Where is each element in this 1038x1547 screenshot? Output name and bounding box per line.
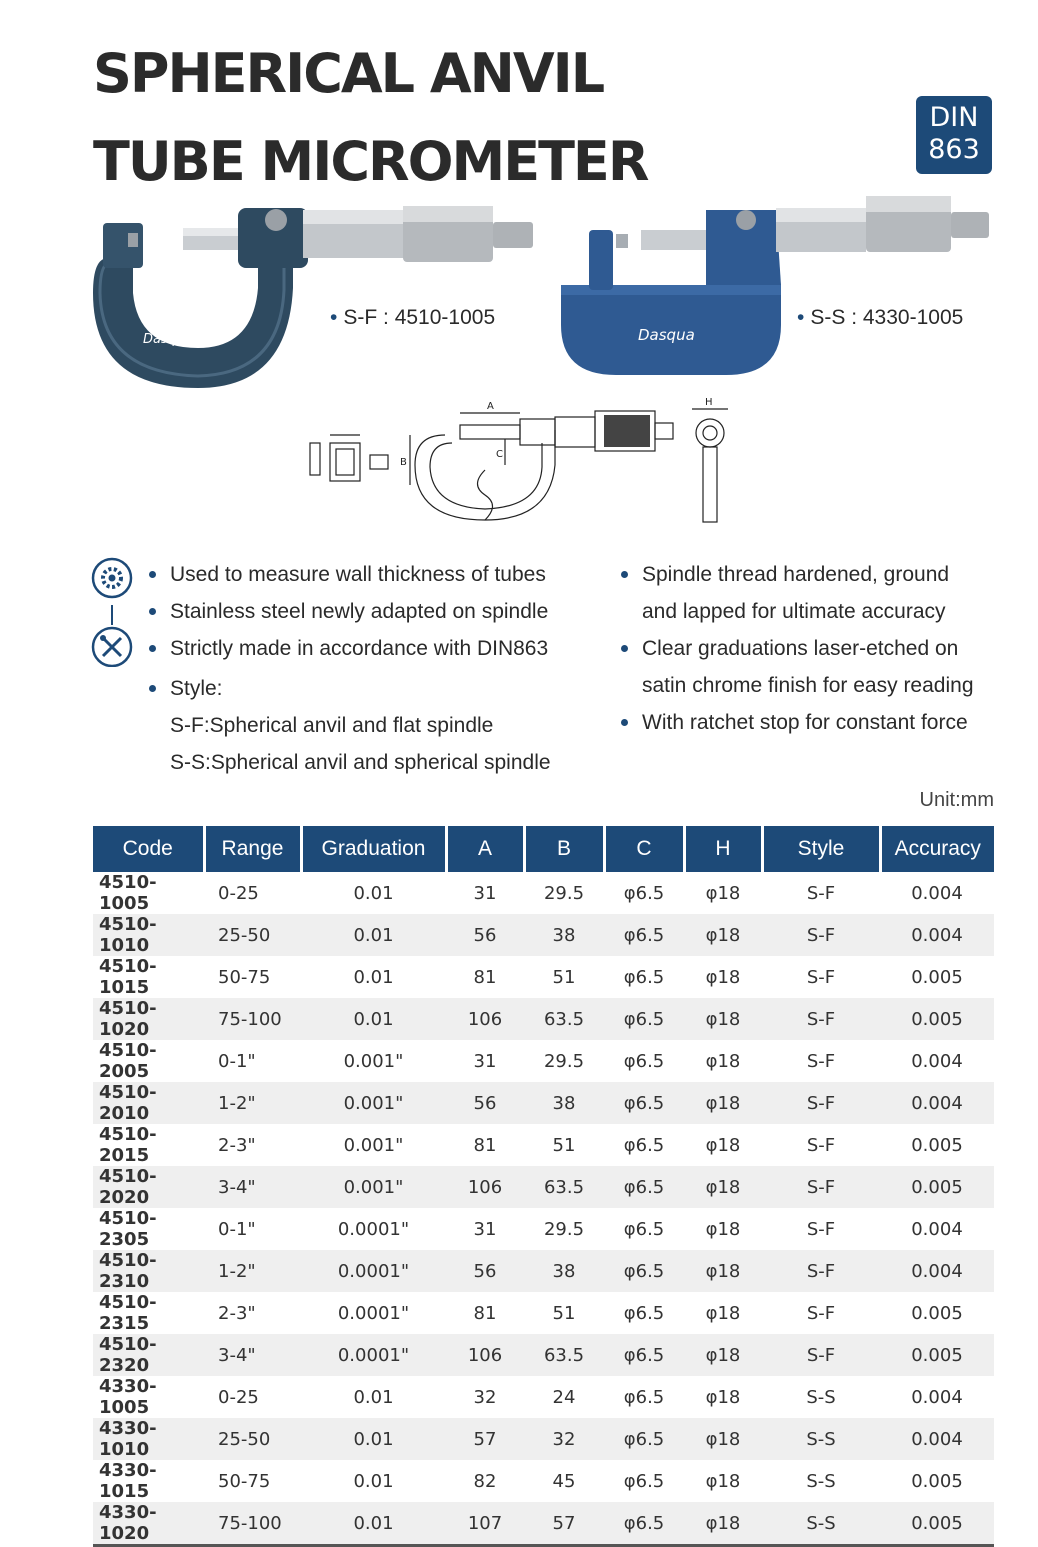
caption-ss-text: S-S : 4330-1005: [810, 306, 964, 329]
cell-a: 56: [446, 1250, 524, 1292]
cell-graduation: 0.0001": [337, 1218, 410, 1240]
cell-a: 31: [473, 882, 497, 904]
cell-a: 31: [473, 1050, 497, 1072]
cell-b: 63.5: [524, 1166, 604, 1208]
cell-a: 106: [446, 998, 524, 1040]
cell-graduation: 0.01: [301, 1418, 446, 1460]
cell-a: 82: [473, 1470, 497, 1492]
cell-accuracy: 0.004: [911, 1386, 963, 1408]
table-row: [93, 914, 994, 956]
cell-a: 81: [473, 1302, 497, 1324]
cell-h: φ18: [684, 998, 762, 1040]
badge-line-1: DIN: [929, 102, 979, 133]
feature-icons: [90, 557, 134, 672]
cell-code: 4510-2315: [99, 1292, 157, 1334]
cell-c: φ6.5: [604, 1250, 684, 1292]
table-row: [93, 1334, 994, 1376]
cell-b: 32: [524, 1418, 604, 1460]
feature-item: Used to measure wall thickness of tubes: [147, 556, 551, 593]
cell-range: 2-3": [218, 1302, 256, 1324]
cell-graduation: 0.001": [343, 1134, 404, 1156]
cell-h: φ18: [705, 1302, 741, 1324]
col-header-a: A: [446, 826, 524, 872]
table-header-row: [93, 826, 994, 872]
col-header-b: B: [524, 826, 604, 872]
table-row: [93, 1418, 994, 1460]
cell-graduation: 0.01: [353, 1386, 394, 1408]
page-title: [93, 30, 647, 206]
cell-style: S-F: [806, 966, 836, 988]
feature-item: With ratchet stop for constant force: [619, 704, 974, 741]
cell-b: 63.5: [524, 998, 604, 1040]
cell-range: 1-2": [204, 1250, 301, 1292]
col-header-c: C: [604, 826, 684, 872]
cell-b: 57: [524, 1502, 604, 1546]
cell-code: 4330-1005: [99, 1376, 157, 1418]
cell-c: φ6.5: [623, 1470, 665, 1492]
cell-c: φ6.5: [623, 1218, 665, 1240]
cell-graduation: 0.001": [301, 1082, 446, 1124]
cell-code: 4510-2020: [93, 1166, 204, 1208]
caption-sf: • S-F : 4510-1005: [330, 306, 496, 329]
cell-style: S-F: [762, 1250, 880, 1292]
dim-label-b: B: [400, 457, 407, 468]
tools-icon: [93, 628, 131, 666]
cell-code: 4330-1010: [93, 1418, 204, 1460]
table-row: [93, 1250, 994, 1292]
cell-h: φ18: [705, 1134, 741, 1156]
col-header-range: Range: [204, 826, 301, 872]
feature-item-continued: satin chrome finish for easy reading: [642, 674, 974, 697]
feature-item-continued: and lapped for ultimate accuracy: [642, 600, 946, 623]
cell-a: 56: [446, 1082, 524, 1124]
cell-b: 63.5: [524, 1334, 604, 1376]
cell-style: S-F: [762, 914, 880, 956]
dim-label-h: H: [705, 397, 713, 408]
cell-code: 4510-2305: [99, 1208, 157, 1250]
cell-style: S-F: [806, 1050, 836, 1072]
col-header-accuracy: Accuracy: [880, 826, 994, 872]
cell-b: 38: [524, 914, 604, 956]
cell-h: φ18: [705, 1470, 741, 1492]
cell-c: φ6.5: [604, 1166, 684, 1208]
din-standard-badge: [916, 96, 992, 174]
cell-c: φ6.5: [604, 1418, 684, 1460]
caption-ss: • S-S : 4330-1005: [797, 306, 964, 329]
cell-h: φ18: [684, 1166, 762, 1208]
cell-h: φ18: [684, 1250, 762, 1292]
feature-subitem: S-S:Spherical anvil and spherical spindle: [170, 751, 551, 774]
cell-style: S-F: [806, 1302, 836, 1324]
cell-range: 0-25: [218, 1386, 259, 1408]
cell-style: S-F: [762, 998, 880, 1040]
cell-a: 107: [446, 1502, 524, 1546]
cell-graduation: 0.001": [301, 1166, 446, 1208]
cell-graduation: 0.0001": [337, 1302, 410, 1324]
cell-accuracy: 0.004: [880, 914, 994, 956]
cell-a: 106: [446, 1166, 524, 1208]
cell-a: 31: [473, 1218, 497, 1240]
cell-h: φ18: [684, 1418, 762, 1460]
cell-b: 38: [524, 1250, 604, 1292]
cell-h: φ18: [705, 966, 741, 988]
cell-a: 106: [446, 1334, 524, 1376]
table-row: [93, 1040, 994, 1082]
cell-c: φ6.5: [623, 1134, 665, 1156]
cell-c: φ6.5: [604, 914, 684, 956]
cell-c: φ6.5: [623, 882, 665, 904]
caption-sf-text: S-F : 4510-1005: [343, 306, 496, 329]
cell-accuracy: 0.005: [911, 966, 963, 988]
cell-c: φ6.5: [604, 1502, 684, 1546]
cell-c: φ6.5: [623, 1386, 665, 1408]
cell-style: S-S: [806, 1470, 836, 1492]
cell-c: φ6.5: [623, 966, 665, 988]
cell-code: 4510-2320: [93, 1334, 204, 1376]
table-row: [93, 998, 994, 1040]
feature-item: Style:: [147, 670, 551, 707]
cell-code: 4510-2010: [93, 1082, 204, 1124]
micrometer-sf-photo: [88, 198, 548, 398]
cell-c: φ6.5: [623, 1050, 665, 1072]
cell-b: 51: [552, 1134, 576, 1156]
table-row: [93, 1460, 994, 1502]
col-header-code: Code: [93, 826, 204, 872]
table-row: [93, 1166, 994, 1208]
cell-b: 24: [552, 1386, 576, 1408]
cell-graduation: 0.01: [301, 1502, 446, 1546]
dim-label-c: C: [496, 449, 503, 460]
cell-a: 56: [446, 914, 524, 956]
cell-h: φ18: [705, 1218, 741, 1240]
features-left-list: [147, 556, 551, 781]
cell-graduation: 0.01: [353, 966, 394, 988]
cell-graduation: 0.01: [353, 1470, 394, 1492]
cell-style: S-S: [806, 1386, 836, 1408]
cell-h: φ18: [684, 1502, 762, 1546]
cell-accuracy: 0.004: [911, 882, 963, 904]
table-row: [93, 1082, 994, 1124]
unit-label: Unit:mm: [919, 789, 994, 811]
cell-code: 4510-1010: [93, 914, 204, 956]
dimension-drawing: [300, 395, 740, 530]
cell-range: 50-75: [218, 966, 271, 988]
cell-c: φ6.5: [604, 1334, 684, 1376]
feature-item: Spindle thread hardened, ground: [619, 556, 974, 593]
cell-range: 25-50: [204, 1418, 301, 1460]
table-row: [93, 872, 994, 914]
cell-accuracy: 0.005: [880, 1166, 994, 1208]
cell-code: 4510-1020: [93, 998, 204, 1040]
cell-range: 3-4": [204, 1166, 301, 1208]
cell-accuracy: 0.004: [880, 1418, 994, 1460]
col-header-h: H: [684, 826, 762, 872]
table-row: [93, 1124, 994, 1166]
cell-b: 45: [552, 1470, 576, 1492]
cell-graduation: 0.01: [301, 914, 446, 956]
cell-range: 75-100: [204, 1502, 301, 1546]
cell-accuracy: 0.005: [880, 998, 994, 1040]
table-row: [93, 956, 994, 998]
cell-style: S-F: [806, 1134, 836, 1156]
micrometer-ss-photo: [556, 190, 996, 390]
table-row: [93, 1502, 994, 1546]
brand-logo-sf: Dasqua: [143, 332, 193, 347]
cell-range: 0-1": [218, 1218, 256, 1240]
cell-accuracy: 0.004: [880, 1082, 994, 1124]
cell-style: S-S: [762, 1502, 880, 1546]
cell-b: 29.5: [543, 882, 585, 904]
cell-range: 2-3": [218, 1134, 256, 1156]
cell-code: 4510-1005: [99, 872, 157, 914]
cell-a: 57: [446, 1418, 524, 1460]
cell-style: S-F: [806, 882, 836, 904]
col-header-graduation: Graduation: [301, 826, 446, 872]
table-row: [93, 1292, 994, 1334]
cell-h: φ18: [684, 1082, 762, 1124]
cell-b: 51: [552, 1302, 576, 1324]
cell-graduation: 0.0001": [301, 1250, 446, 1292]
cell-b: 38: [524, 1082, 604, 1124]
cell-c: φ6.5: [623, 1302, 665, 1324]
badge-line-2: 863: [928, 134, 980, 165]
cell-code: 4510-1015: [99, 956, 157, 998]
dim-label-a: A: [487, 401, 494, 412]
table-row: [93, 1208, 994, 1250]
cell-style: S-F: [762, 1334, 880, 1376]
col-header-style: Style: [762, 826, 880, 872]
table-row: [93, 1376, 994, 1418]
title-line-1: SPHERICAL ANVIL: [93, 42, 604, 105]
cell-style: S-F: [762, 1082, 880, 1124]
cell-a: 81: [473, 1134, 497, 1156]
cell-code: 4510-2015: [99, 1124, 157, 1166]
cell-accuracy: 0.005: [880, 1502, 994, 1546]
cell-h: φ18: [684, 1334, 762, 1376]
cell-range: 0-25: [218, 882, 259, 904]
feature-item: Clear graduations laser-etched on: [619, 630, 974, 667]
cell-b: 29.5: [543, 1218, 585, 1240]
cell-a: 32: [473, 1386, 497, 1408]
cell-range: 3-4": [204, 1334, 301, 1376]
feature-subitem: S-F:Spherical anvil and flat spindle: [170, 714, 494, 737]
cell-code: 4330-1020: [93, 1502, 204, 1546]
cell-range: 50-75: [218, 1470, 271, 1492]
cell-c: φ6.5: [604, 1082, 684, 1124]
cell-h: φ18: [705, 882, 741, 904]
cell-accuracy: 0.005: [880, 1334, 994, 1376]
cell-range: 25-50: [204, 914, 301, 956]
cell-h: φ18: [705, 1050, 741, 1072]
cell-b: 29.5: [543, 1050, 585, 1072]
cell-accuracy: 0.005: [911, 1302, 963, 1324]
cell-graduation: 0.001": [343, 1050, 404, 1072]
cell-accuracy: 0.005: [911, 1470, 963, 1492]
cell-style: S-F: [806, 1218, 836, 1240]
cell-range: 1-2": [204, 1082, 301, 1124]
spec-table: [93, 826, 994, 1547]
cell-b: 51: [552, 966, 576, 988]
cell-accuracy: 0.005: [911, 1134, 963, 1156]
cell-graduation: 0.01: [353, 882, 394, 904]
cell-style: S-F: [762, 1166, 880, 1208]
cell-accuracy: 0.004: [911, 1218, 963, 1240]
cell-graduation: 0.0001": [301, 1334, 446, 1376]
cell-code: 4510-2310: [93, 1250, 204, 1292]
brand-logo-ss: Dasqua: [638, 326, 695, 344]
cell-accuracy: 0.004: [911, 1050, 963, 1072]
cell-code: 4330-1015: [99, 1460, 157, 1502]
spec-table-body: [93, 872, 994, 1546]
cell-style: S-S: [762, 1418, 880, 1460]
cell-range: 0-1": [218, 1050, 256, 1072]
cell-graduation: 0.01: [301, 998, 446, 1040]
feature-item: Stainless steel newly adapted on spindle: [147, 593, 551, 630]
cell-a: 81: [473, 966, 497, 988]
cell-range: 75-100: [204, 998, 301, 1040]
cell-accuracy: 0.004: [880, 1250, 994, 1292]
cell-h: φ18: [705, 1386, 741, 1408]
feature-item: Strictly made in accordance with DIN863: [147, 630, 551, 667]
title-line-2: TUBE MICROMETER: [93, 130, 648, 193]
cell-h: φ18: [684, 914, 762, 956]
cell-c: φ6.5: [604, 998, 684, 1040]
gear-icon: [93, 559, 131, 597]
features-right-list: [619, 556, 974, 741]
cell-code: 4510-2005: [99, 1040, 157, 1082]
